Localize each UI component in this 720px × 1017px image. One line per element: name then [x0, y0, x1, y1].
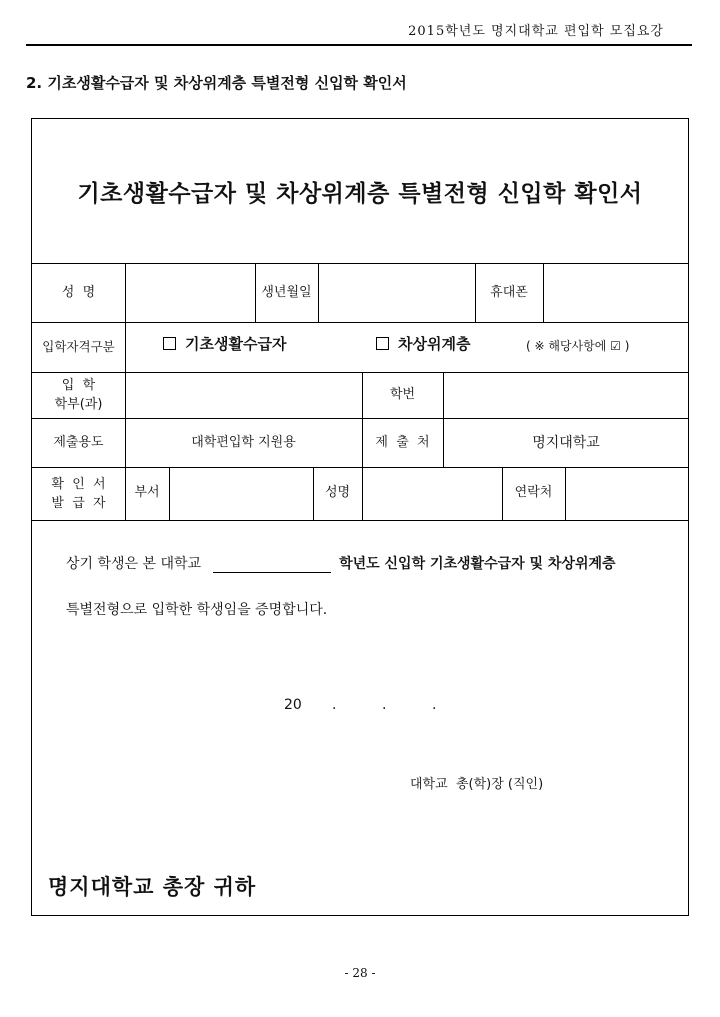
confirmation-form: [31, 118, 689, 916]
date-dot-day: .: [432, 697, 437, 713]
certification-prefix: 상기 학생은 본 대학교: [66, 556, 202, 572]
row-divider: [32, 322, 688, 323]
certification-suffix: 학년도 신입학 기초생활수급자 및 차상위계층: [339, 556, 616, 572]
header-title: 2015학년도 명지대학교 편입학 모집요강: [408, 24, 664, 39]
department-label-line2: 학부(과): [54, 397, 103, 412]
checkbox-near-poverty[interactable]: [376, 337, 389, 350]
student-id-field[interactable]: [444, 373, 688, 417]
submit-to-label: 제 출 처: [375, 434, 430, 450]
student-id-label: 학번: [389, 387, 416, 402]
certification-line-2: 특별전형으로 입학한 학생임을 증명합니다.: [66, 602, 328, 618]
checkbox-basic-livelihood[interactable]: [163, 337, 176, 350]
birthdate-field[interactable]: [319, 264, 474, 321]
option-basic-livelihood-label: 기초생활수급자: [185, 335, 287, 353]
row-divider: [32, 520, 688, 521]
date-dot-year: .: [332, 697, 337, 713]
certification-line-1: [66, 553, 616, 573]
phone-field[interactable]: [544, 264, 688, 321]
date-dot-month: .: [382, 697, 387, 713]
eligibility-label: 입학자격구분: [42, 339, 115, 354]
submit-to-value: 명지대학교: [532, 434, 600, 451]
name-label: 성 명: [61, 284, 96, 300]
form-title: 기초생활수급자 및 차상위계층 특별전형 신입학 확인서: [77, 181, 643, 207]
page-number: - 28 -: [344, 966, 376, 980]
issuer-dept-field[interactable]: [170, 468, 312, 519]
issuer-name-field[interactable]: [363, 468, 501, 519]
issuer-label-line1: 확 인 서: [51, 476, 106, 492]
issuer-label: [32, 467, 125, 520]
issuer-name-label: 성명: [324, 485, 351, 500]
issuer-contact-field[interactable]: [566, 468, 688, 519]
check-note: ( ※ 해당사항에 ☑ ): [526, 339, 630, 353]
birthdate-label: 생년월일: [261, 284, 312, 300]
department-label-line1: 입 학: [61, 378, 96, 393]
admission-year-blank[interactable]: [213, 558, 331, 573]
name-field[interactable]: [126, 264, 254, 321]
issuer-label-line2: 발 급 자: [51, 495, 106, 511]
issuer-contact-label: 연락처: [514, 485, 553, 500]
header-rule: [26, 44, 692, 46]
issuer-dept-label: 부서: [134, 485, 160, 500]
purpose-label: 제출용도: [53, 434, 104, 450]
department-field[interactable]: [126, 373, 361, 417]
department-label: [32, 372, 125, 418]
addressee: 명지대학교 총장 귀하: [48, 875, 257, 899]
phone-label: 휴대폰: [490, 284, 528, 300]
date-year-prefix: 20: [284, 697, 302, 713]
section-title: 2. 기초생활수급자 및 차상위계층 특별전형 신입학 확인서: [26, 74, 407, 92]
column-divider: [125, 322, 126, 372]
option-basic-livelihood[interactable]: [163, 333, 286, 354]
signer: 대학교 총(학)장 (직인): [410, 777, 544, 792]
option-near-poverty-label: 차상위계층: [398, 335, 471, 353]
purpose-value: 대학편입학 지원용: [191, 434, 296, 450]
option-near-poverty[interactable]: [376, 333, 470, 354]
